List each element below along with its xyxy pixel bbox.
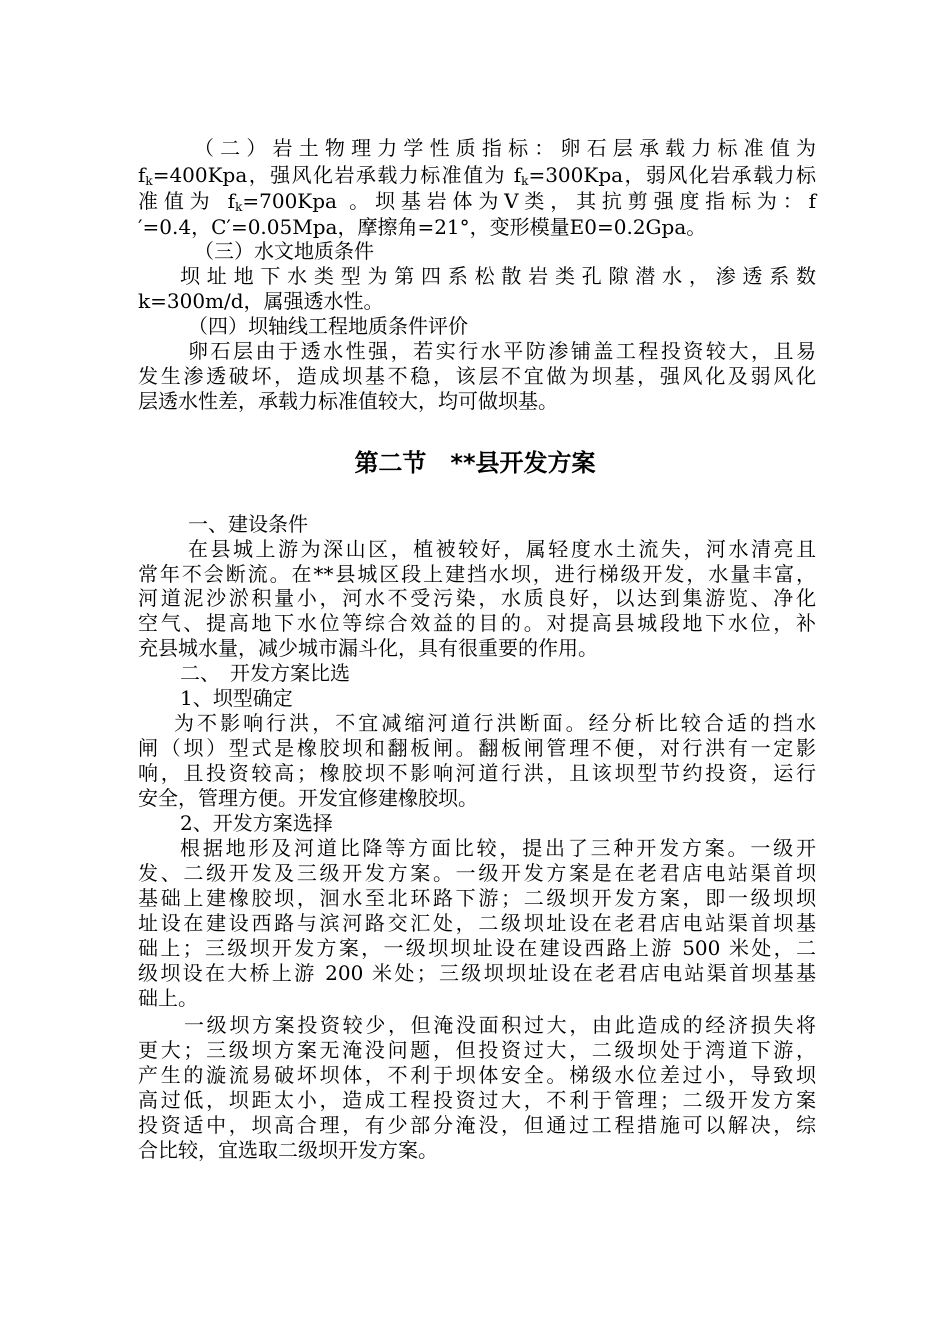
paragraph-line: 址设在建设西路与滨河路交汇处，二级坝址设在老君店电站渠首坝基	[138, 911, 816, 935]
paragraph-line: 级坝设在大桥上游 200 米处；三级坝坝址设在老君店电站渠首坝基基	[138, 961, 816, 985]
paragraph-line: 闸（坝）型式是橡胶坝和翻板闸。翻板闸管理不便，对行洪有一定影	[138, 736, 816, 760]
paragraph-line: 准值为 $f_k=700Kpa$ 。坝基岩体为Ⅴ类，其抗剪强度指标为：f	[138, 189, 816, 214]
paragraph-line: 空气、提高地下水位等综合效益的目的。对提高县城段地下水位，补	[138, 611, 816, 635]
paragraph-line: 坝址地下水类型为第四系松散岩类孔隙潜水，渗透系数	[180, 264, 816, 288]
subheading-construction-conditions: 一、建设条件	[188, 512, 308, 536]
paragraph-line: $f_k=400Kpa$，强风化岩承载力标准值为 $f_k=300Kpa$，弱风化岩承载力标	[138, 163, 816, 188]
paragraph-line: 一级坝方案投资较少，但淹没面积过大，由此造成的经济损失将	[184, 1013, 816, 1037]
paragraph-line: 基础上建橡胶坝，洄水至北环路下游；二级坝开发方案，即一级坝坝	[138, 886, 816, 910]
subheading-dam-axis-evaluation: （四）坝轴线工程地质条件评价	[188, 314, 468, 338]
paragraph-line: 产生的漩流易破坏坝体，不利于坝体安全。梯级水位差过小，导致坝	[138, 1063, 816, 1087]
paragraph-line: 在县城上游为深山区，植被较好，属轻度水土流失，河水清亮且	[188, 537, 816, 561]
subheading-hydrogeology: （三）水文地质条件	[194, 239, 374, 263]
paragraph-line: 层透水性差，承载力标准值较大，均可做坝基。	[138, 389, 558, 413]
paragraph-line: （二）岩土物理力学性质指标：卵石层承载力标准值为	[194, 136, 816, 160]
section-title: 第二节 **县开发方案	[354, 449, 596, 477]
paragraph-line: 卵石层由于透水性强，若实行水平防渗铺盖工程投资较大，且易	[188, 339, 816, 363]
paragraph-line: 充县城水量，减少城市漏斗化，具有很重要的作用。	[138, 636, 598, 660]
paragraph-line: 投资适中，坝高合理，有少部分淹没，但通过工程措施可以解决，综	[138, 1113, 816, 1137]
paragraph-line: k=300m/d，属强透水性。	[138, 289, 384, 313]
paragraph-line: 为不影响行洪，不宜减缩河道行洪断面。经分析比较合适的挡水	[174, 711, 816, 735]
paragraph-line: 发生渗透破坏，造成坝基不稳，该层不宜做为坝基，强风化及弱风化	[138, 364, 816, 388]
paragraph-line: ′=0.4，C′=0.05Mpa，摩擦角=21°，变形模量E0=0.2Gpa。	[138, 215, 707, 239]
subheading-scheme-comparison: 二、 开发方案比选	[180, 661, 350, 685]
paragraph-line: 合比较，宜选取二级坝开发方案。	[138, 1138, 438, 1162]
paragraph-line: 础上；三级坝开发方案，一级坝坝址设在建设西路上游 500 米处，二	[138, 936, 816, 960]
paragraph-line: 响，且投资较高；橡胶坝不影响河道行洪，且该坝型节约投资，运行	[138, 761, 816, 785]
paragraph-line: 根据地形及河道比降等方面比较，提出了三种开发方案。一级开	[180, 836, 816, 860]
subheading-dam-type: 1、坝型确定	[180, 686, 293, 710]
paragraph-line: 常年不会断流。在**县城区段上建挡水坝，进行梯级开发，水量丰富，	[138, 562, 816, 586]
paragraph-line: 高过低，坝距太小，造成工程投资过大，不利于管理；二级开发方案	[138, 1088, 816, 1112]
paragraph-line: 安全，管理方便。开发宜修建橡胶坝。	[138, 786, 478, 810]
subheading-scheme-selection: 2、开发方案选择	[180, 811, 333, 835]
paragraph-line: 更大；三级坝方案无淹没问题，但投资过大，二级坝处于湾道下游，	[138, 1038, 816, 1062]
paragraph-line: 础上。	[138, 986, 198, 1010]
paragraph-line: 发、二级开发及三级开发方案。一级开发方案是在老君店电站渠首坝	[138, 861, 816, 885]
paragraph-line: 河道泥沙淤积量小，河水不受污染，水质良好，以达到集游览、净化	[138, 586, 816, 610]
